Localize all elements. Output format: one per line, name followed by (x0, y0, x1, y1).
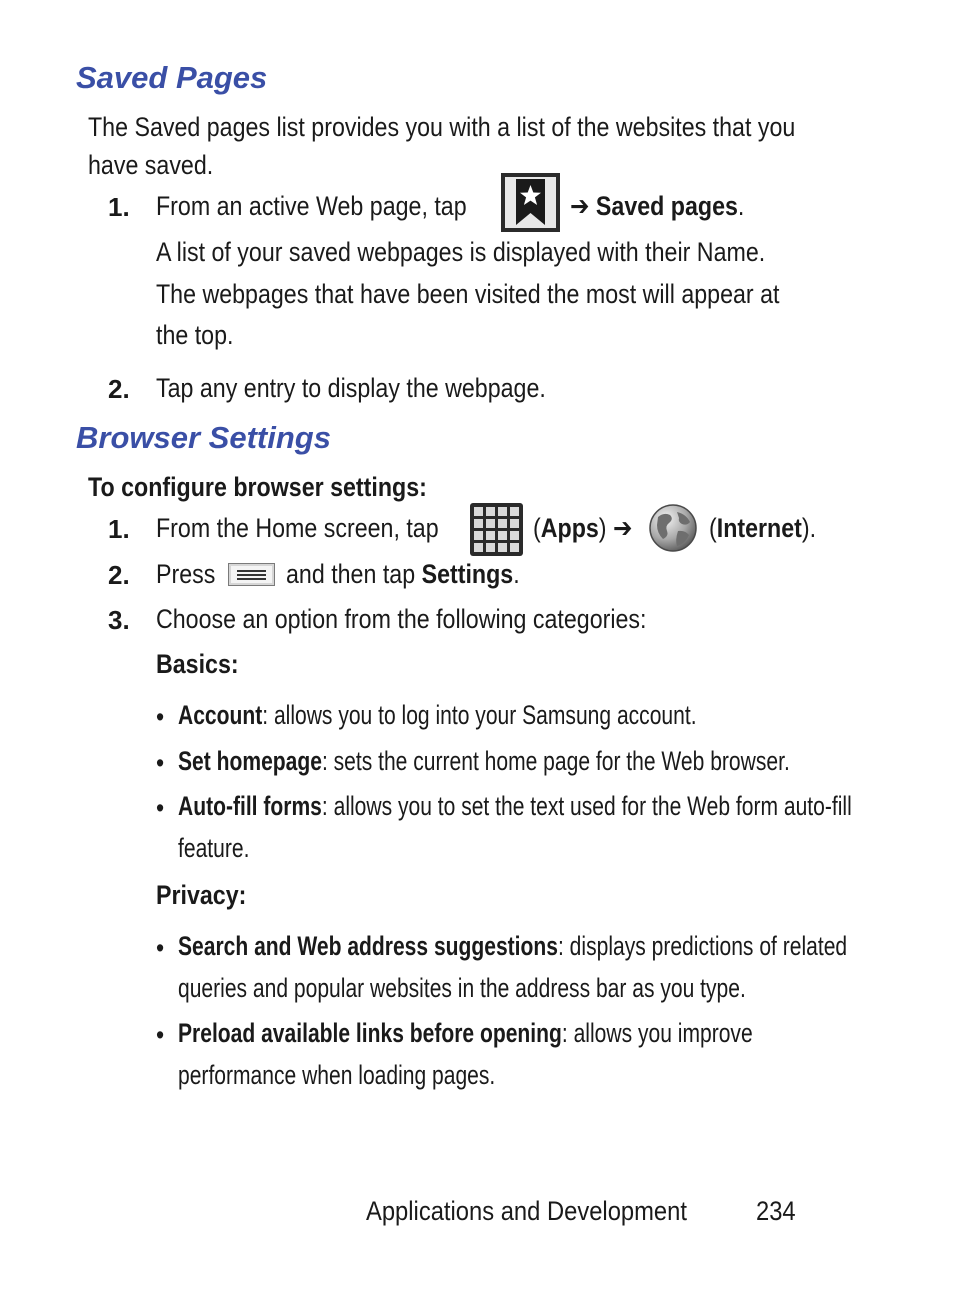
desc: : allows you improve (561, 1018, 753, 1048)
step-text: Choose an option from the following categories: (156, 604, 647, 634)
list-item-continuation: feature. (178, 833, 250, 863)
apps-grid-icon (470, 503, 523, 556)
list-item-search-suggestions (178, 931, 847, 962)
term: Auto-fill forms (178, 791, 322, 821)
privacy-label: Privacy: (156, 880, 247, 910)
step-text: From an active Web page, tap (156, 191, 467, 221)
bullet: • (156, 933, 165, 963)
step-text (286, 555, 520, 593)
step-text: Tap any entry to display the webpage. (156, 373, 546, 403)
period: . (513, 559, 520, 589)
step-number: 1. (108, 192, 130, 222)
intro-line-1: The Saved pages list provides you with a list of the websites that you (88, 112, 796, 142)
section-title-browser-settings: Browser Settings (76, 420, 331, 455)
saved-pages-path (570, 187, 744, 225)
list-item-preload-links (178, 1018, 753, 1049)
bookmark-star-icon (501, 173, 560, 232)
arrow: ➔ (570, 191, 590, 221)
globe-icon (648, 503, 698, 553)
bullet: • (156, 702, 165, 732)
period: . (737, 191, 745, 221)
desc: : allows you to set the text used for the Web form auto-fill (321, 791, 852, 821)
open-paren: ( (533, 513, 541, 543)
apps-label: Apps (540, 513, 599, 543)
desc: : allows you to log into your Samsung account. (262, 700, 697, 730)
subheading: To configure browser settings: (88, 472, 427, 502)
apps-path (533, 509, 632, 547)
settings-label: Settings (421, 559, 514, 589)
list-item-auto-fill (178, 791, 852, 822)
term: Set homepage (178, 746, 322, 776)
step-desc-line-3: the top. (156, 320, 234, 350)
list-item-continuation: performance when loading pages. (178, 1060, 496, 1090)
menu-key-icon (228, 563, 275, 586)
step-desc-line-1: A list of your saved webpages is displayed with their Name. (156, 237, 766, 267)
bullet: • (156, 1020, 165, 1050)
list-item-continuation: queries and popular websites in the address bar as you type. (178, 973, 746, 1003)
term: Search and Web address suggestions (178, 931, 558, 961)
list-item-account (178, 700, 697, 731)
close-paren-arrow: ) ➔ (598, 513, 633, 543)
step-desc-line-2: The webpages that have been visited the most will appear at (156, 279, 780, 309)
footer-section: Applications and Development (366, 1196, 687, 1226)
section-title-saved-pages: Saved Pages (76, 60, 268, 95)
step-number: 2. (108, 374, 130, 404)
step-text: From the Home screen, tap (156, 513, 439, 543)
step-number: 1. (108, 514, 130, 544)
step-number: 3. (108, 605, 130, 635)
desc: : displays predictions of related (557, 931, 848, 961)
bullet: • (156, 793, 165, 823)
and-then-tap: and then tap (286, 559, 416, 589)
bullet: • (156, 748, 165, 778)
term: Account (178, 700, 263, 730)
step-number: 2. (108, 560, 130, 590)
saved-pages-label: Saved pages (595, 191, 738, 221)
page-number: 234 (756, 1196, 796, 1226)
intro-line-2: have saved. (88, 150, 214, 180)
basics-label: Basics: (156, 649, 239, 679)
open-paren: ( (709, 513, 717, 543)
press-text: Press (156, 559, 216, 589)
internet-path (709, 509, 816, 547)
internet-label: Internet (716, 513, 802, 543)
list-item-set-homepage (178, 746, 790, 777)
close-paren: ). (801, 513, 817, 543)
term: Preload available links before opening (178, 1018, 562, 1048)
desc: : sets the current home page for the Web browser. (321, 746, 790, 776)
